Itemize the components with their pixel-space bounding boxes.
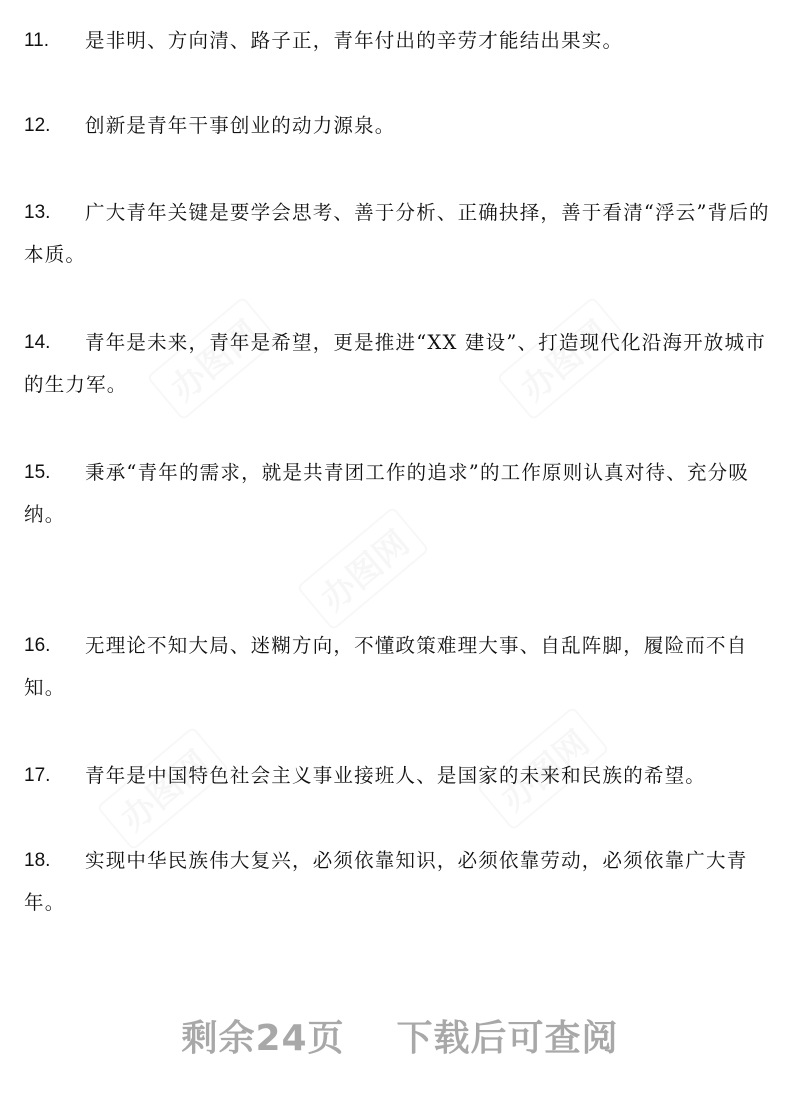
item-text: 是非明、方向清、路子正，青年付出的辛劳才能结出果实。 bbox=[85, 29, 624, 52]
item-number: 12. bbox=[24, 115, 51, 136]
item-number: 13. bbox=[24, 202, 51, 223]
remaining-pages-text: 剩余24页 bbox=[181, 1018, 345, 1059]
item-number: 16. bbox=[24, 635, 51, 656]
item-number: 11. bbox=[24, 30, 50, 51]
list-item bbox=[24, 625, 780, 709]
item-number: 15. bbox=[24, 462, 51, 483]
item-number: 18. bbox=[24, 850, 51, 871]
item-text: 秉承“青年的需求，就是共青团工作的追求”的工作原则认真对待、充分吸纳。 bbox=[24, 461, 750, 526]
item-text: 青年是未来，青年是希望，更是推进“XX 建设”、打造现代化沿海开放城市的生力军。 bbox=[24, 331, 766, 396]
list-item bbox=[24, 452, 780, 536]
item-text: 无理论不知大局、迷糊方向，不懂政策难理大事、自乱阵脚，履险而不自知。 bbox=[24, 634, 748, 699]
download-to-view-text: 下载后可查阅 bbox=[396, 1018, 619, 1059]
item-number: 17. bbox=[24, 765, 51, 786]
list-item bbox=[24, 105, 780, 147]
list-item bbox=[24, 20, 780, 62]
item-text: 广大青年关键是要学会思考、善于分析、正确抉择，善于看清“浮云”背后的本质。 bbox=[24, 201, 770, 266]
item-text: 创新是青年干事创业的动力源泉。 bbox=[85, 114, 396, 137]
list-item bbox=[24, 755, 780, 797]
item-number: 14. bbox=[24, 332, 51, 353]
list-item bbox=[24, 192, 780, 276]
download-prompt[interactable] bbox=[0, 1010, 800, 1061]
item-text: 实现中华民族伟大复兴，必须依靠知识，必须依靠劳动，必须依靠广大青年。 bbox=[24, 849, 748, 914]
item-text: 青年是中国特色社会主义事业接班人、是国家的未来和民族的希望。 bbox=[85, 764, 707, 787]
list-item bbox=[24, 322, 780, 406]
list-item bbox=[24, 840, 780, 924]
